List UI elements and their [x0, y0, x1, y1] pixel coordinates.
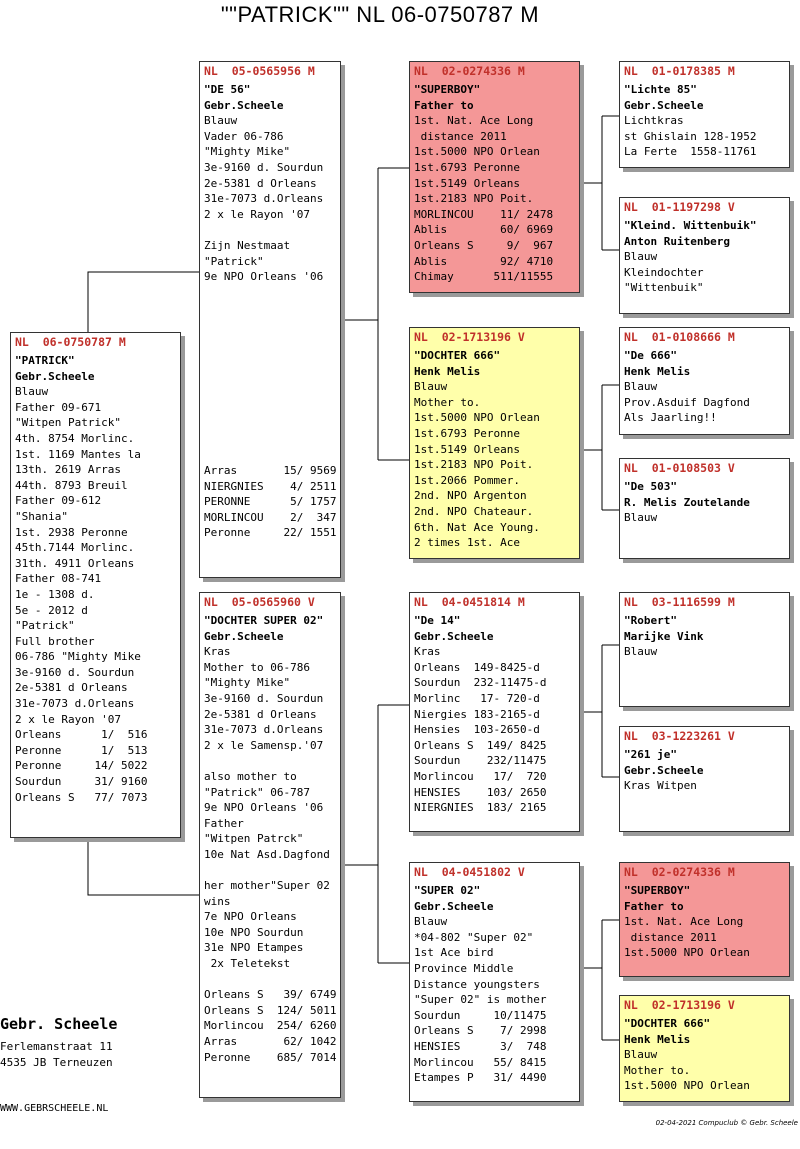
card-line: "Mighty Mike" — [204, 145, 291, 159]
ring-number: NL 03-1116599 M — [624, 595, 735, 609]
card-line: "SUPERBOY" — [414, 83, 481, 96]
card-line: "Patrick" 06-787 — [204, 785, 310, 799]
card-line: Kras Witpen — [624, 779, 697, 793]
card-line: 1st.6793 Peronne — [414, 426, 520, 440]
card-line — [204, 753, 336, 769]
card-line: Mother to. — [624, 1063, 691, 1077]
card-text — [414, 613, 575, 816]
card-line: Blauw — [624, 645, 658, 659]
card-line: 1st. Nat. Ace Long — [414, 114, 534, 128]
card-line: 44th. 8793 Breuil — [15, 478, 128, 492]
card-line: 31e-7073 d.Orleans — [204, 192, 324, 206]
website-link[interactable]: WWW.GEBRSCHEELE.NL — [0, 1103, 109, 1114]
ring-number: NL 02-1713196 V — [624, 998, 735, 1012]
card-line: Mother to 06-786 — [204, 660, 310, 674]
card-line: 2 x le Rayon '07 — [204, 207, 310, 221]
card-line: Orleans S 7/ 2998 — [414, 1024, 547, 1038]
card-line: Morlincou 55/ 8415 — [414, 1055, 547, 1069]
card-line: Orleans 149-8425-d — [414, 660, 540, 674]
card-line: 1st.5149 Orleans — [414, 176, 520, 190]
card-line: HENSIES 103/ 2650 — [414, 785, 547, 799]
card-line: 1st.6793 Peronne — [414, 160, 520, 174]
card-line: Morlincou 254/ 6260 — [204, 1019, 337, 1033]
footer-credit: 02-04-2021 Compuclub © Gebr. Scheele — [655, 1119, 798, 1127]
ring-number: NL 04-0451814 M — [414, 595, 525, 609]
card-line: Full brother — [15, 634, 95, 648]
card-line: Blauw — [414, 915, 448, 929]
card-line: Morlincou 17/ 720 — [414, 769, 547, 783]
card-line: "Super 02" is mother — [414, 993, 547, 1007]
card-line: Blauw — [624, 250, 658, 264]
pedigree-title: ""PATRICK"" NL 06-0750787 M — [220, 2, 540, 27]
card-line: 45th.7144 Morlinc. — [15, 541, 135, 555]
card-line: Henk Melis — [414, 364, 481, 378]
card-line: Peronne 22/ 1551 — [204, 526, 337, 540]
sire-card — [199, 61, 341, 578]
card-line: 2x Teletekst — [204, 957, 291, 971]
card-line: 4th. 8754 Morlinc. — [15, 431, 135, 445]
card-text — [624, 479, 785, 526]
card-line: 2nd. NPO Chateaur. — [414, 504, 534, 518]
card-line: "De 14" — [414, 614, 461, 627]
breeder-street: Ferlemanstraat 11 — [0, 1040, 113, 1053]
ring-number: NL 01-0178385 M — [624, 64, 735, 78]
card-line: NIERGNIES 183/ 2165 — [414, 801, 547, 815]
card-text — [624, 613, 785, 660]
card-line: 1st.5000 NPO Orlean — [414, 411, 540, 425]
card-line: Zijn Nestmaat — [204, 238, 291, 252]
card-line: Mother to. — [414, 395, 481, 409]
card-line: NIERGNIES 4/ 2511 — [204, 479, 337, 493]
card-line: Ablis 92/ 4710 — [414, 254, 554, 268]
card-line: 9e NPO Orleans '06 — [204, 270, 324, 284]
card-line: 2 times 1st. Ace — [414, 536, 520, 550]
card-line: Orleans S 39/ 6749 — [204, 988, 337, 1002]
card-text — [624, 82, 785, 160]
ring-number: NL 01-0108503 V — [624, 461, 735, 475]
card-line: Sourdun 232/11475 — [414, 754, 547, 768]
ring-number: NL 05-0565956 M — [204, 64, 315, 78]
card-line: Province Middle — [414, 961, 514, 975]
card-line: Niergies 183-2165-d — [414, 707, 540, 721]
card-line: 1st.2183 NPO Poit. — [414, 192, 534, 206]
card-line — [204, 863, 336, 879]
ring-number: NL 06-0750787 M — [15, 335, 126, 349]
card-line: MORLINCOU 2/ 347 — [204, 510, 337, 524]
card-text — [624, 1016, 785, 1094]
card-line: "De 666" — [624, 349, 677, 362]
card-line: Father to — [624, 899, 684, 913]
card-line: Gebr.Scheele — [624, 763, 704, 777]
card-line: "Patrick" — [204, 254, 264, 268]
card-line: Lichtkras — [624, 114, 684, 128]
card-line: 2e-5381 d Orleans — [15, 681, 128, 695]
card-line: 1st.5149 Orleans — [414, 442, 520, 456]
card-line: 2e-5381 d Orleans — [204, 707, 317, 721]
card-line: 31th. 4911 Orleans — [15, 556, 135, 570]
card-line: "SUPERBOY" — [624, 884, 691, 897]
card-line: 10e NPO Sourdun — [204, 925, 304, 939]
card-line: 31e NPO Etampes — [204, 941, 304, 955]
card-line: Blauw — [624, 380, 658, 394]
card-line: 1st. 2938 Peronne — [15, 525, 128, 539]
card-line: "SUPER 02" — [414, 884, 481, 897]
card-line: "DOCHTER SUPER 02" — [204, 614, 324, 627]
card-line: Blauw — [624, 511, 658, 525]
subject-pigeon-card — [10, 332, 181, 838]
card-line: "PATRICK" — [15, 354, 75, 367]
dam-dam-dam-card — [619, 995, 790, 1102]
dam-sire-dam-card — [619, 726, 790, 832]
ring-number: NL 02-1713196 V — [414, 330, 525, 344]
card-line: "Lichte 85" — [624, 83, 697, 96]
card-line: "Wittenbuik" — [624, 281, 704, 295]
card-line: La Ferte 1558-11761 — [624, 145, 757, 159]
card-line: Orleans S 149/ 8425 — [414, 738, 547, 752]
card-line: 1st. 1169 Mantes la — [15, 447, 141, 461]
card-line: "Kleind. Wittenbuik" — [624, 219, 757, 232]
sire-dam-sire-card — [619, 327, 790, 435]
card-text — [15, 353, 176, 805]
card-line: st Ghislain 128-1952 — [624, 129, 757, 143]
card-line: Gebr.Scheele — [15, 369, 95, 383]
breeder-city: 4535 JB Terneuzen — [0, 1056, 113, 1069]
card-line: Als Jaarling!! — [624, 411, 717, 425]
card-line: R. Melis Zoutelande — [624, 495, 750, 509]
card-line: Father 09-612 — [15, 494, 102, 508]
card-line: Blauw — [624, 1048, 658, 1062]
card-text — [414, 82, 575, 285]
card-line: "Witpen Patrick" — [15, 416, 121, 430]
card-line: 6th. Nat Ace Young. — [414, 520, 540, 534]
sire-dam-card — [409, 327, 580, 559]
card-line: Blauw — [204, 114, 238, 128]
card-line: Vader 06-786 — [204, 129, 284, 143]
card-line: Peronne 1/ 513 — [15, 743, 148, 757]
card-line: Henk Melis — [624, 364, 691, 378]
card-line: Kleindochter — [624, 265, 704, 279]
card-line: Chimay 511/11555 — [414, 270, 554, 284]
card-line: 31e-7073 d.Orleans — [15, 697, 135, 711]
card-line: 7e NPO Orleans — [204, 910, 297, 924]
card-line: Prov.Asduif Dagfond — [624, 395, 750, 409]
card-line: 3e-9160 d. Sourdun — [204, 160, 324, 174]
card-line: 2nd. NPO Argenton — [414, 489, 527, 503]
card-line: 1st.5000 NPO Orlean — [414, 145, 540, 159]
card-line: Father 08-741 — [15, 572, 102, 586]
card-line: also mother to — [204, 769, 297, 783]
sire-sire-sire-card — [619, 61, 790, 168]
card-text — [624, 883, 785, 961]
card-line: *04-802 "Super 02" — [414, 930, 534, 944]
sire-results — [204, 463, 336, 541]
card-line: "261 je" — [624, 748, 677, 761]
card-line: "Mighty Mike" — [204, 676, 291, 690]
card-line: 1st.5000 NPO Orlean — [624, 1079, 750, 1093]
card-line: Marijke Vink — [624, 629, 704, 643]
breeder-name: Gebr. Scheele — [0, 1015, 118, 1033]
card-line: Blauw — [414, 380, 448, 394]
card-line: Peronne 14/ 5022 — [15, 759, 148, 773]
dam-sire-sire-card — [619, 592, 790, 707]
card-line: 2 x le Samensp.'07 — [204, 738, 324, 752]
card-text — [414, 883, 575, 1086]
ring-number: NL 02-0274336 M — [624, 865, 735, 879]
card-line: Morlinc 17- 720-d — [414, 691, 540, 705]
card-line: 13th. 2619 Arras — [15, 463, 121, 477]
card-line: 3e-9160 d. Sourdun — [15, 665, 135, 679]
card-line: her mother"Super 02 — [204, 879, 330, 893]
card-line: "DOCHTER 666" — [624, 1017, 711, 1030]
card-line: 1st Ace bird — [414, 946, 494, 960]
card-line: 2e-5381 d Orleans — [204, 176, 317, 190]
card-line: Orleans 1/ 516 — [15, 728, 148, 742]
dam-sire-card — [409, 592, 580, 832]
card-line: Orleans S 77/ 7073 — [15, 790, 148, 804]
card-text — [204, 82, 336, 285]
card-line: "DOCHTER 666" — [414, 349, 501, 362]
card-line: 1st.2183 NPO Poit. — [414, 458, 534, 472]
card-line: Gebr.Scheele — [204, 98, 284, 112]
card-line: Father 09-671 — [15, 400, 102, 414]
ring-number: NL 02-0274336 M — [414, 64, 525, 78]
card-line: "De 503" — [624, 480, 677, 493]
card-line: Sourdun 31/ 9160 — [15, 775, 148, 789]
card-line: Blauw — [15, 385, 49, 399]
card-line: Arras 15/ 9569 — [204, 464, 337, 477]
card-line: Kras — [414, 645, 441, 659]
card-line: Gebr.Scheele — [414, 629, 494, 643]
card-line: 1st.2066 Pommer. — [414, 473, 520, 487]
card-line — [204, 972, 336, 988]
card-text — [624, 218, 785, 296]
card-line: 31e-7073 d.Orleans — [204, 723, 324, 737]
card-line: PERONNE 5/ 1757 — [204, 495, 337, 509]
card-line: Sourdun 232-11475-d — [414, 676, 547, 690]
card-text — [624, 747, 785, 794]
card-line: Ablis 60/ 6969 — [414, 223, 554, 237]
ring-number: NL 03-1223261 V — [624, 729, 735, 743]
card-line: 3e-9160 d. Sourdun — [204, 691, 324, 705]
sire-sire-dam-card — [619, 197, 790, 314]
ring-number: NL 05-0565960 V — [204, 595, 315, 609]
card-text — [414, 348, 575, 551]
card-line: wins — [204, 894, 231, 908]
card-line: Kras — [204, 645, 231, 659]
card-line: Etampes P 31/ 4490 — [414, 1071, 547, 1085]
card-line: Gebr.Scheele — [414, 899, 494, 913]
card-line: "Witpen Patrck" — [204, 832, 304, 846]
card-line: Gebr.Scheele — [204, 629, 284, 643]
card-line: Arras 62/ 1042 — [204, 1035, 337, 1049]
ring-number: NL 04-0451802 V — [414, 865, 525, 879]
sire-dam-dam-card — [619, 458, 790, 559]
card-text — [624, 348, 785, 426]
card-line: 2 x le Rayon '07 — [15, 712, 121, 726]
card-line — [204, 222, 336, 238]
card-line: Orleans S 9/ 967 — [414, 238, 554, 252]
card-line: distance 2011 — [414, 129, 507, 143]
card-line: 10e Nat Asd.Dagfond — [204, 847, 330, 861]
card-line: Sourdun 10/11475 — [414, 1008, 547, 1022]
card-line: Father to — [414, 98, 474, 112]
card-line: 5e - 2012 d — [15, 603, 88, 617]
dam-dam-card — [409, 862, 580, 1102]
card-text — [204, 613, 336, 1065]
card-line: 9e NPO Orleans '06 — [204, 801, 324, 815]
card-line: Hensies 103-2650-d — [414, 723, 540, 737]
card-line: "DE 56" — [204, 83, 251, 96]
card-line: 06-786 "Mighty Mike — [15, 650, 141, 664]
card-line: 1st.5000 NPO Orlean — [624, 946, 750, 960]
dam-dam-sire-card — [619, 862, 790, 977]
card-line: distance 2011 — [624, 930, 717, 944]
card-line: "Robert" — [624, 614, 677, 627]
card-line: 1st. Nat. Ace Long — [624, 915, 744, 929]
card-line: "Patrick" — [15, 619, 75, 633]
card-line: MORLINCOU 11/ 2478 — [414, 207, 554, 221]
card-line: Peronne 685/ 7014 — [204, 1050, 337, 1064]
ring-number: NL 01-0108666 M — [624, 330, 735, 344]
dam-card — [199, 592, 341, 1098]
card-line: Father — [204, 816, 244, 830]
ring-number: NL 01-1197298 V — [624, 200, 735, 214]
card-line: 1e - 1308 d. — [15, 587, 95, 601]
card-line: Distance youngsters — [414, 977, 540, 991]
card-line: Gebr.Scheele — [624, 98, 704, 112]
card-line: "Shania" — [15, 509, 68, 523]
card-line: Anton Ruitenberg — [624, 234, 730, 248]
card-line: Henk Melis — [624, 1032, 691, 1046]
sire-sire-card — [409, 61, 580, 293]
card-line: Orleans S 124/ 5011 — [204, 1003, 337, 1017]
card-line: HENSIES 3/ 748 — [414, 1039, 547, 1053]
